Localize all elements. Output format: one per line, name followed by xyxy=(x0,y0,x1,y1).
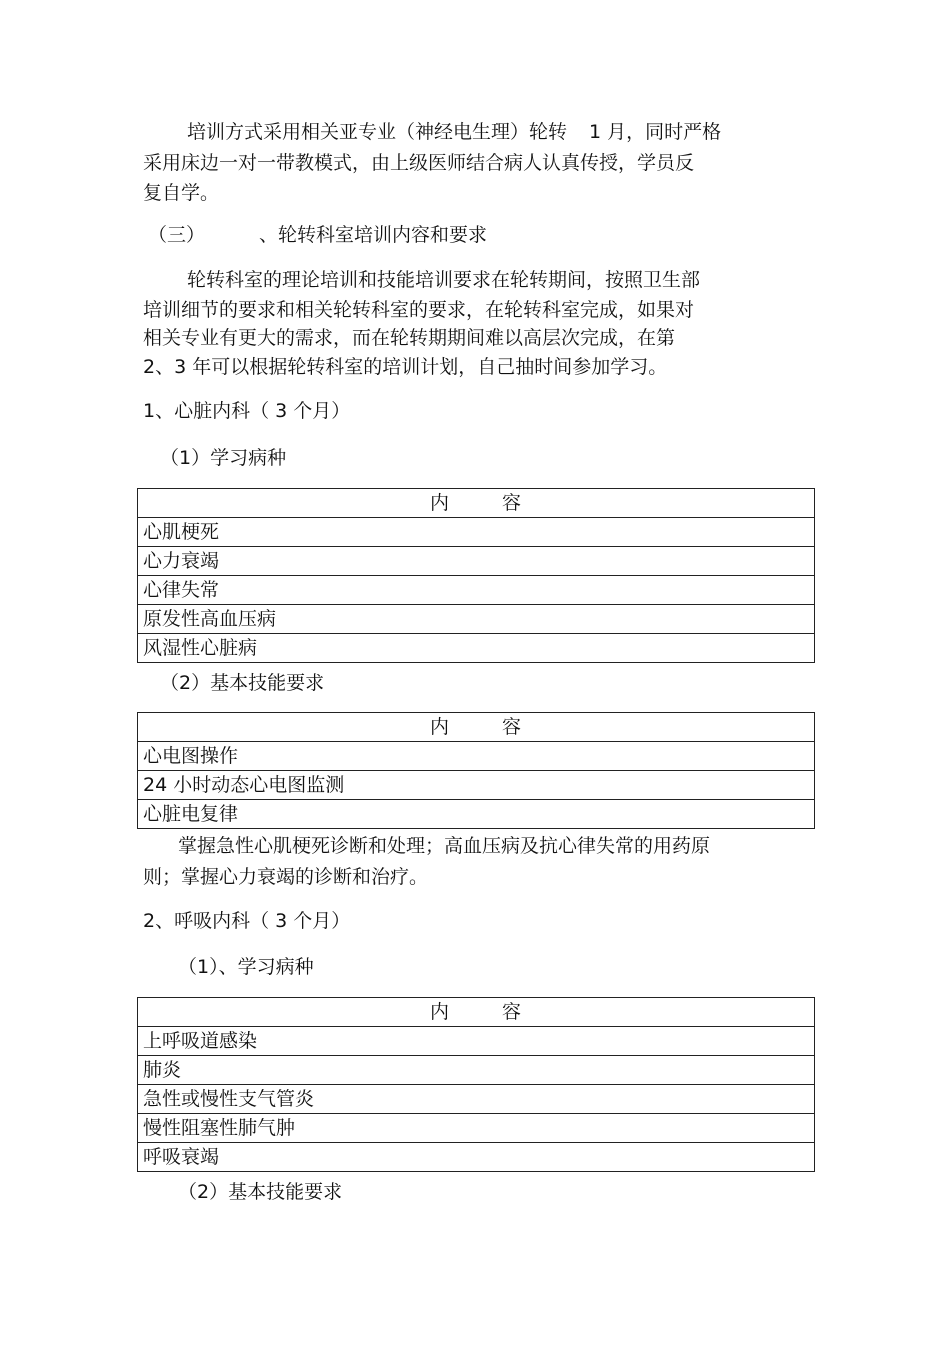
intro-line-1-text: 培训方式采用相关亚专业（神经电生理）轮转 xyxy=(187,121,568,143)
table-cell: 心肌梗死 xyxy=(138,518,815,547)
cardiology-diseases-heading: （1）学习病种 xyxy=(160,447,287,469)
header-char-2: 容 xyxy=(502,492,523,514)
table-cell: 心力衰竭 xyxy=(138,547,815,576)
respiratory-diseases-table xyxy=(137,997,815,1172)
respiratory-skills-heading: （2）基本技能要求 xyxy=(178,1181,343,1203)
table-header-row xyxy=(138,489,815,518)
table-row xyxy=(138,1114,815,1143)
table-header-cell xyxy=(138,998,815,1027)
table-row xyxy=(138,1027,815,1056)
table-row xyxy=(138,576,815,605)
para2-line-4: 2、3 年可以根据轮转科室的培训计划，自己抽时间参加学习。 xyxy=(143,356,668,378)
table-row xyxy=(138,800,815,829)
para2-line-2: 培训细节的要求和相关轮转科室的要求，在轮转科室完成，如果对 xyxy=(143,299,695,321)
table-cell: 肺炎 xyxy=(138,1056,815,1085)
cardiology-skills-table xyxy=(137,712,815,829)
table-header-cell xyxy=(138,489,815,518)
header-char-1: 内 xyxy=(429,1001,450,1023)
table-cell: 慢性阻塞性肺气肿 xyxy=(138,1114,815,1143)
table-cell: 心电图操作 xyxy=(138,742,815,771)
header-char-1: 内 xyxy=(429,492,450,514)
cardiology-diseases-table xyxy=(137,488,815,663)
cardiology-note-line-1: 掌握急性心肌梗死诊断和处理；高血压病及抗心律失常的用药原 xyxy=(178,835,711,857)
header-char-2: 容 xyxy=(502,1001,523,1023)
respiratory-diseases-heading: （1）、学习病种 xyxy=(178,956,314,978)
table-cell: 急性或慢性支气管炎 xyxy=(138,1085,815,1114)
cardiology-note-line-2: 则；掌握心力衰竭的诊断和治疗。 xyxy=(143,866,429,888)
respiratory-heading: 2、呼吸内科（ 3 个月） xyxy=(143,910,351,932)
table-row xyxy=(138,634,815,663)
section-3-label: （三） xyxy=(148,224,206,246)
cardiology-skills-heading: （2）基本技能要求 xyxy=(160,672,325,694)
table-row xyxy=(138,547,815,576)
section-3-title: 、轮转科室培训内容和要求 xyxy=(259,224,488,246)
table-header-row xyxy=(138,713,815,742)
table-row xyxy=(138,1085,815,1114)
table-header-row xyxy=(138,998,815,1027)
header-char-1: 内 xyxy=(429,716,450,738)
table-cell: 心脏电复律 xyxy=(138,800,815,829)
para2-line-1: 轮转科室的理论培训和技能培训要求在轮转期间，按照卫生部 xyxy=(187,269,701,291)
intro-line-3: 复自学。 xyxy=(143,182,220,204)
table-row xyxy=(138,518,815,547)
table-cell: 心律失常 xyxy=(138,576,815,605)
table-row xyxy=(138,605,815,634)
table-cell: 上呼吸道感染 xyxy=(138,1027,815,1056)
table-row xyxy=(138,771,815,800)
intro-line-1 xyxy=(187,120,721,144)
table-cell: 原发性高血压病 xyxy=(138,605,815,634)
para2-line-3: 相关专业有更大的需求，而在轮转期期间难以高层次完成，在第 xyxy=(143,327,676,349)
table-cell: 24 小时动态心电图监测 xyxy=(138,771,815,800)
header-char-2: 容 xyxy=(502,716,523,738)
intro-line-1-month: 1 月，同时严格 xyxy=(589,121,722,143)
cardiology-heading: 1、心脏内科（ 3 个月） xyxy=(143,400,351,422)
table-header-cell xyxy=(138,713,815,742)
table-row xyxy=(138,742,815,771)
table-cell: 风湿性心脏病 xyxy=(138,634,815,663)
table-row xyxy=(138,1056,815,1085)
table-row xyxy=(138,1143,815,1172)
intro-line-2: 采用床边一对一带教模式，由上级医师结合病人认真传授，学员反 xyxy=(143,152,695,174)
table-cell: 呼吸衰竭 xyxy=(138,1143,815,1172)
